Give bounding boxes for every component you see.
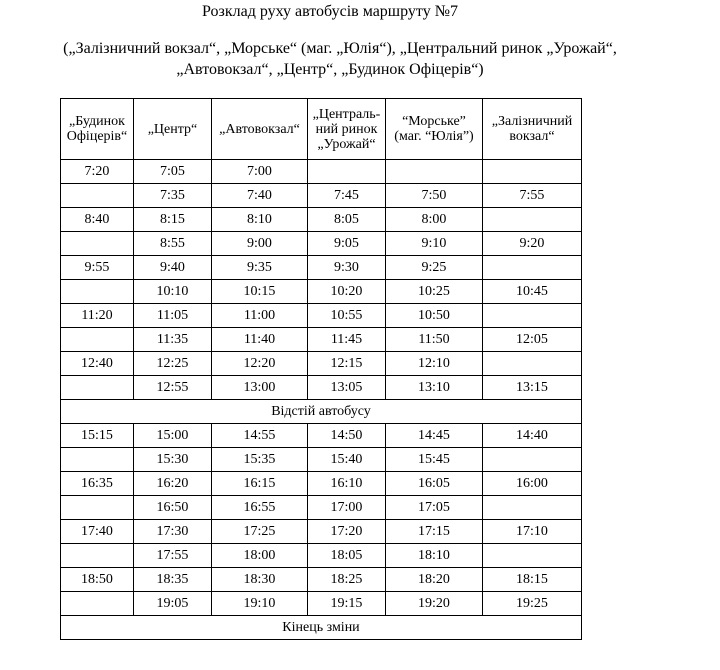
time-cell: 12:10 (386, 352, 483, 376)
column-header (61, 99, 134, 160)
column-header-line: “Морське” (402, 114, 466, 129)
time-cell: 16:05 (386, 472, 483, 496)
break-label: Відстій автобусу (61, 400, 582, 424)
time-cell: 11:20 (61, 304, 134, 328)
time-cell: 16:20 (134, 472, 212, 496)
time-cell: 17:40 (61, 520, 134, 544)
time-cell: 15:35 (212, 448, 308, 472)
time-cell: 9:35 (212, 256, 308, 280)
time-cell: 8:10 (212, 208, 308, 232)
time-cell: 11:35 (134, 328, 212, 352)
column-header (483, 99, 582, 160)
time-cell: 12:05 (483, 328, 582, 352)
column-header (134, 99, 212, 160)
time-cell: 18:50 (61, 568, 134, 592)
time-cell (483, 256, 582, 280)
time-cell: 8:55 (134, 232, 212, 256)
time-cell: 11:05 (134, 304, 212, 328)
time-cell (386, 160, 483, 184)
time-cell: 17:05 (386, 496, 483, 520)
time-cell: 14:40 (483, 424, 582, 448)
schedule-row (61, 472, 582, 496)
time-cell: 7:35 (134, 184, 212, 208)
column-header-line: Офіцерів“ (66, 129, 128, 144)
time-cell: 13:05 (308, 376, 386, 400)
column-header-line: „Залізничний (491, 114, 573, 129)
time-cell: 9:30 (308, 256, 386, 280)
column-header-line: „Автовокзал“ (219, 121, 300, 137)
column-header-line: „Центр“ (147, 121, 198, 137)
page-title: Розклад руху автобусів маршруту №7 (202, 3, 458, 20)
time-cell: 17:55 (134, 544, 212, 568)
schedule-row (61, 496, 582, 520)
time-cell: 19:20 (386, 592, 483, 616)
time-cell: 10:55 (308, 304, 386, 328)
time-cell: 10:45 (483, 280, 582, 304)
time-cell: 18:20 (386, 568, 483, 592)
time-cell: 9:55 (61, 256, 134, 280)
schedule-row (61, 448, 582, 472)
column-header-line: вокзал“ (509, 129, 555, 144)
time-cell: 19:05 (134, 592, 212, 616)
schedule-row (61, 184, 582, 208)
column-header-line: „Централь- (312, 106, 381, 122)
time-cell: 17:15 (386, 520, 483, 544)
time-cell (61, 376, 134, 400)
column-header-line: „Урожай“ (317, 136, 376, 152)
schedule-row (61, 424, 582, 448)
time-cell (61, 496, 134, 520)
time-cell: 9:00 (212, 232, 308, 256)
time-cell: 17:30 (134, 520, 212, 544)
time-cell: 18:10 (386, 544, 483, 568)
time-cell: 19:15 (308, 592, 386, 616)
time-cell: 11:45 (308, 328, 386, 352)
time-cell: 10:10 (134, 280, 212, 304)
time-cell: 14:55 (212, 424, 308, 448)
time-cell: 18:15 (483, 568, 582, 592)
time-cell: 19:10 (212, 592, 308, 616)
time-cell: 7:00 (212, 160, 308, 184)
time-cell: 10:15 (212, 280, 308, 304)
time-cell (483, 448, 582, 472)
time-cell: 11:50 (386, 328, 483, 352)
header-row (61, 99, 582, 160)
time-cell: 10:50 (386, 304, 483, 328)
time-cell: 15:00 (134, 424, 212, 448)
time-cell: 18:35 (134, 568, 212, 592)
time-cell: 7:55 (483, 184, 582, 208)
time-cell: 19:25 (483, 592, 582, 616)
schedule-table (60, 98, 582, 640)
time-cell: 13:10 (386, 376, 483, 400)
time-cell: 11:40 (212, 328, 308, 352)
column-header-line: (маг. “Юлія”) (394, 129, 474, 144)
time-cell (61, 328, 134, 352)
time-cell: 9:10 (386, 232, 483, 256)
schedule-row (61, 376, 582, 400)
time-cell: 9:20 (483, 232, 582, 256)
time-cell: 12:40 (61, 352, 134, 376)
time-cell: 16:50 (134, 496, 212, 520)
time-cell: 9:40 (134, 256, 212, 280)
subtitle-line-2: „Автовокзал“, „Центр“, „Будинок Офіцерів“) (176, 61, 484, 78)
time-cell: 8:05 (308, 208, 386, 232)
time-cell: 13:15 (483, 376, 582, 400)
time-cell (483, 352, 582, 376)
time-cell: 7:50 (386, 184, 483, 208)
schedule-row (61, 544, 582, 568)
time-cell: 16:35 (61, 472, 134, 496)
time-cell: 7:05 (134, 160, 212, 184)
time-cell: 18:30 (212, 568, 308, 592)
time-cell: 7:20 (61, 160, 134, 184)
time-cell: 14:45 (386, 424, 483, 448)
schedule-row (61, 520, 582, 544)
subtitle-line-1: („Залізничний вокзал“, „Морське“ (маг. „Юлія“), „Центральний ринок „Урожай“, (63, 40, 617, 57)
time-cell: 13:00 (212, 376, 308, 400)
time-cell (483, 496, 582, 520)
time-cell: 16:55 (212, 496, 308, 520)
schedule-row (61, 592, 582, 616)
time-cell (61, 544, 134, 568)
schedule-body (61, 99, 582, 640)
time-cell: 12:20 (212, 352, 308, 376)
time-cell (61, 184, 134, 208)
route-stops-subtitle (0, 38, 660, 80)
schedule-row (61, 280, 582, 304)
time-cell: 15:40 (308, 448, 386, 472)
time-cell: 16:00 (483, 472, 582, 496)
time-cell (483, 304, 582, 328)
time-cell: 12:55 (134, 376, 212, 400)
time-cell: 17:25 (212, 520, 308, 544)
time-cell: 17:10 (483, 520, 582, 544)
column-header-line: „Будинок (69, 114, 125, 129)
time-cell (483, 208, 582, 232)
schedule-row (61, 568, 582, 592)
time-cell: 12:15 (308, 352, 386, 376)
time-cell: 16:15 (212, 472, 308, 496)
schedule-row (61, 208, 582, 232)
time-cell: 9:05 (308, 232, 386, 256)
time-cell: 18:25 (308, 568, 386, 592)
time-cell: 17:20 (308, 520, 386, 544)
time-cell: 8:00 (386, 208, 483, 232)
schedule-row (61, 304, 582, 328)
time-cell: 8:40 (61, 208, 134, 232)
time-cell: 8:15 (134, 208, 212, 232)
time-cell: 17:00 (308, 496, 386, 520)
end-label-row (61, 616, 582, 640)
schedule-row (61, 352, 582, 376)
time-cell (483, 160, 582, 184)
time-cell: 12:25 (134, 352, 212, 376)
time-cell (61, 592, 134, 616)
column-header (386, 99, 483, 160)
time-cell: 10:20 (308, 280, 386, 304)
time-cell (308, 160, 386, 184)
time-cell: 18:05 (308, 544, 386, 568)
time-cell: 15:30 (134, 448, 212, 472)
time-cell: 16:10 (308, 472, 386, 496)
time-cell (483, 544, 582, 568)
column-header (212, 99, 308, 160)
time-cell: 10:25 (386, 280, 483, 304)
time-cell: 14:50 (308, 424, 386, 448)
time-cell: 7:40 (212, 184, 308, 208)
time-cell: 9:25 (386, 256, 483, 280)
time-cell (61, 232, 134, 256)
time-cell (61, 280, 134, 304)
time-cell: 7:45 (308, 184, 386, 208)
schedule-row (61, 256, 582, 280)
time-cell: 11:00 (212, 304, 308, 328)
end-label: Кінець зміни (61, 616, 582, 640)
schedule-row (61, 232, 582, 256)
column-header (308, 99, 386, 160)
column-header-line: ний ринок (315, 121, 378, 137)
schedule-row (61, 328, 582, 352)
time-cell: 15:15 (61, 424, 134, 448)
time-cell: 18:00 (212, 544, 308, 568)
break-label-row (61, 400, 582, 424)
time-cell: 15:45 (386, 448, 483, 472)
schedule-row (61, 160, 582, 184)
time-cell (61, 448, 134, 472)
